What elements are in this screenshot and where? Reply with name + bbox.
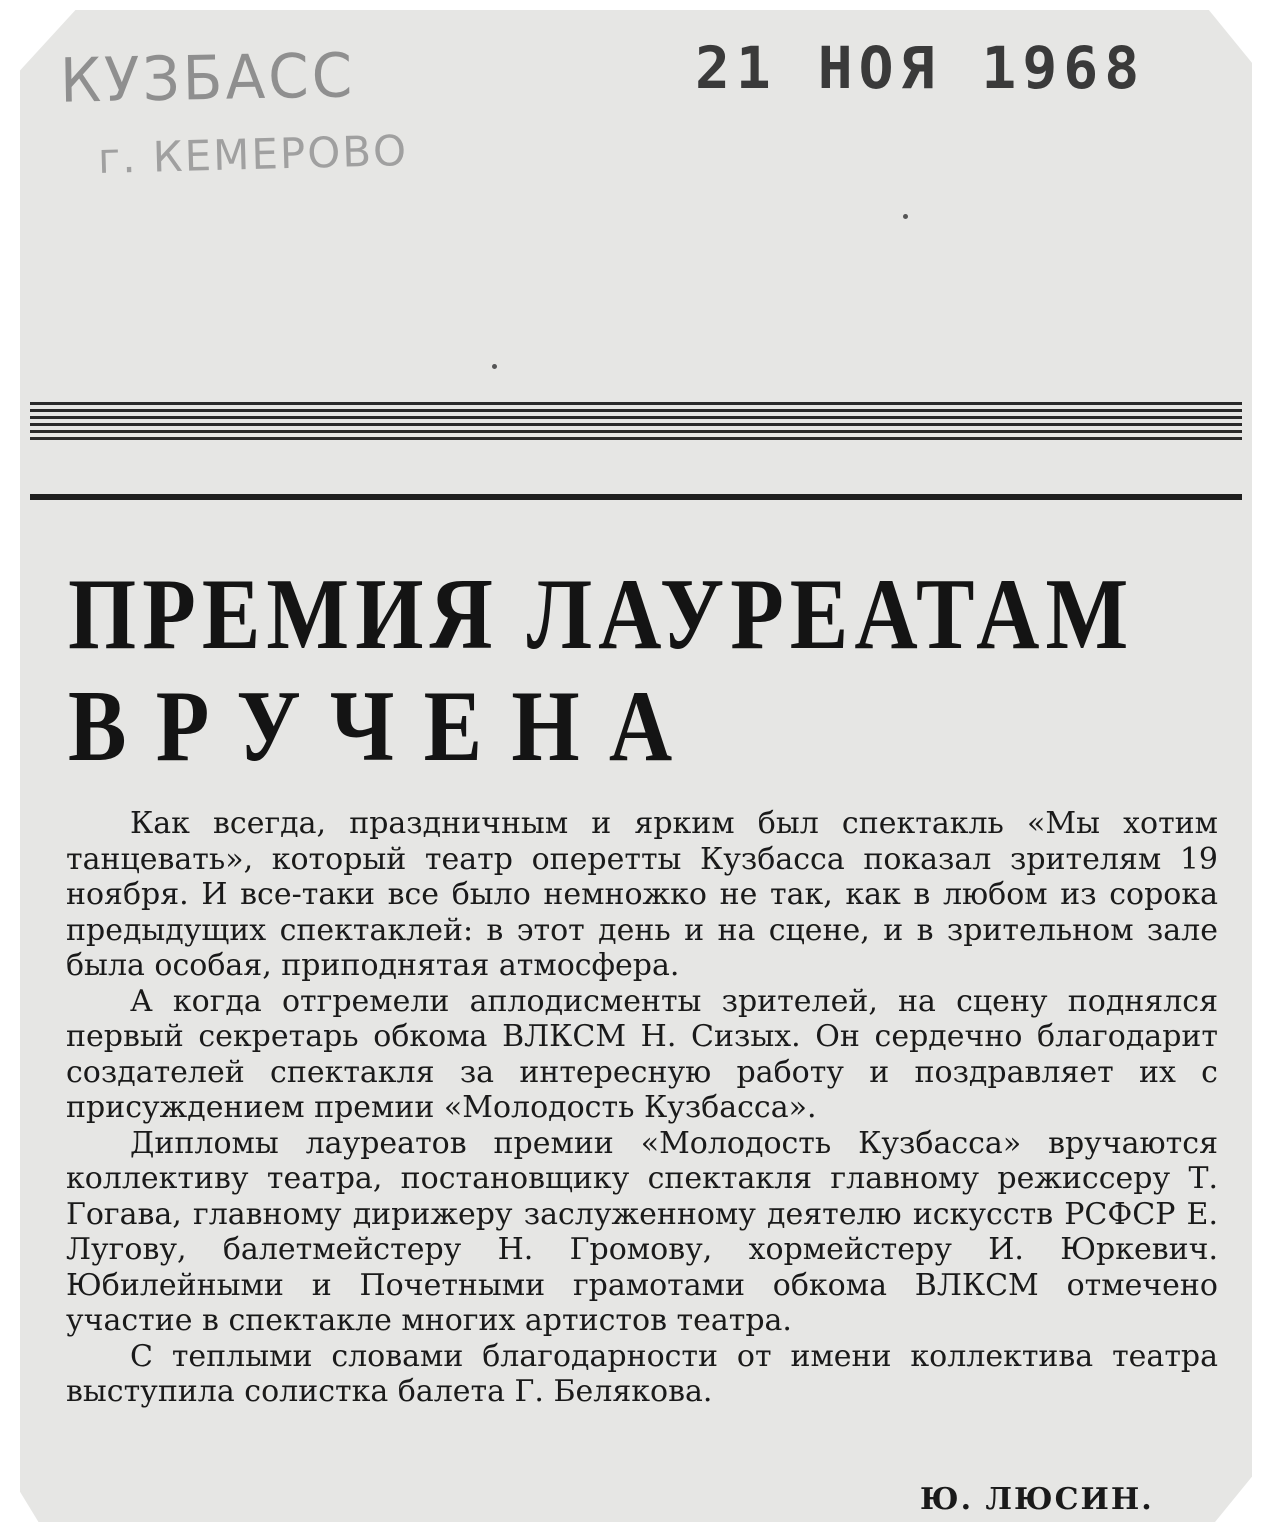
rule-line-thick [30,494,1242,500]
headline-line-2: ВРУЧЕНА [68,670,702,783]
print-speck [903,214,908,219]
newspaper-stamp-title: КУЗБАСС [59,39,356,117]
rule-line [30,402,1242,405]
article-body [66,806,1218,1410]
article-paragraph: А когда отгремели аплодисменты зрителей, на сцену поднялся первый секретарь обкома ВЛКСМ Н. Сизых. Он сердечно благодарит создателей спектакля за интересную работу и поздравляет их с присуждением премии «Молодость Кузбасса». [66,983,1218,1125]
article-paragraph: Как всегда, праздничным и ярким был спектакль «Мы хотим танцевать», который театр оперетты Кузбасса показал зрителям 19 ноября. И все-таки все было немножко не так, как в любом из сорока предыдущих спектаклей: в этот день и на сцене, и в зрительном зале была особая, приподнятая атмосфера. [66,806,1218,983]
rule-line [30,430,1242,433]
article-paragraph: Дипломы лауреатов премии «Молодость Кузбасса» вручаются коллективу театра, постановщику спектакля главному режиссеру Т. Гогава, главному дирижеру заслуженному деятелю искусств РСФСР Е. Лугову, балетмейстеру Н. Громову, хормейстеру И. Юркевич. Юбилейными и Почетными грамотами обкома ВЛКСМ отмечено участие в спектакле многих артистов театра. [66,1125,1218,1338]
rule-line [30,423,1242,426]
decorative-rule-stack [30,402,1242,444]
rule-line [30,416,1242,419]
article-paragraph: С теплыми словами благодарности от имени коллектива театра выступила солистка балета Г. Белякова. [66,1338,1218,1409]
print-speck [492,364,497,369]
author-signature: Ю. ЛЮСИН. [920,1482,1154,1517]
newspaper-stamp-city: г. КЕМЕРОВО [97,125,409,184]
header-divider [30,494,1242,504]
rule-line [30,437,1242,440]
rule-line [30,409,1242,412]
headline-line-1: ПРЕМИЯ ЛАУРЕАТАМ [68,558,1135,671]
date-stamp: 21 НОЯ 1968 [695,34,1146,102]
